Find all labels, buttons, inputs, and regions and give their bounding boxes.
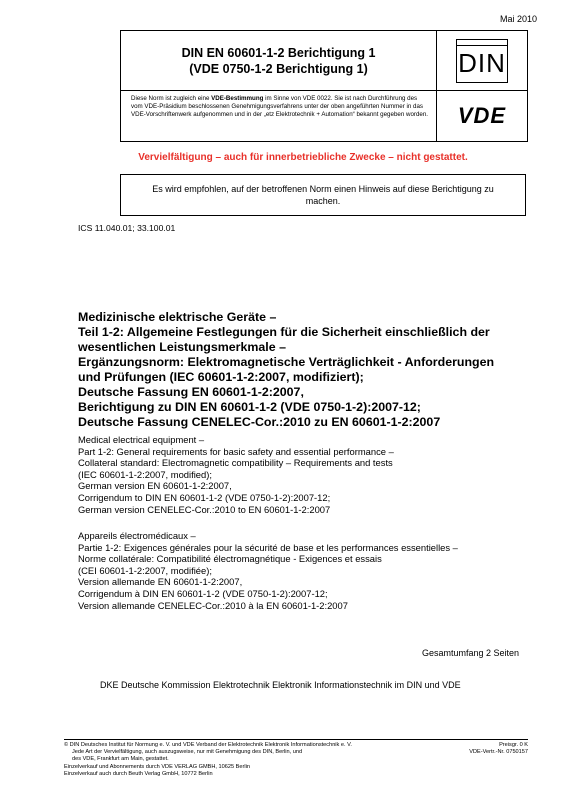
french-title-line: Version allemande CENELEC-Cor.:2010 à la EN 60601-1-2:2007 bbox=[78, 599, 348, 611]
german-title-line: Deutsche Fassung CENELEC-Cor.:2010 zu EN 60601-1-2:2007 bbox=[78, 415, 441, 429]
german-title-line: wesentlichen Leistungsmerkmale – bbox=[78, 340, 286, 354]
french-title-line: Partie 1-2: Exigences générales pour la sécurité de base et les performances essentielles – bbox=[78, 541, 458, 553]
vde-note-suffix: im Sinne von VDE 0022. Sie ist nach Durchführung des vom VDE-Präsidium beschlossenen Genehmigungsverfahrens unter der oben angeführten Nummer in das VDE-Vorschriftenwerk aufgenommen und in der „etz Elektrotechnik + Automation“ bekannt gegeben worden. bbox=[131, 95, 428, 118]
german-title-line: und Prüfungen (IEC 60601-1-2:2007, modifiziert); bbox=[78, 370, 364, 384]
total-pages: Gesamtumfang 2 Seiten bbox=[421, 648, 519, 658]
standard-title-line-2: (VDE 0750-1-2 Berichtigung 1) bbox=[189, 61, 368, 76]
french-title-line: Appareils électromédicaux – bbox=[78, 530, 196, 541]
vde-logo-cell bbox=[437, 91, 527, 141]
din-logo-text: DIN bbox=[458, 48, 506, 78]
german-title-line: Teil 1-2: Allgemeine Festlegungen für die Sicherheit einschließlich der bbox=[78, 325, 490, 339]
french-title bbox=[78, 530, 538, 611]
german-title-line: Deutsche Fassung EN 60601-1-2:2007, bbox=[78, 385, 304, 399]
german-title-line: Ergänzungsnorm: Elektromagnetische Verträglichkeit - Anforderungen bbox=[78, 355, 495, 369]
german-title-line: Medizinische elektrische Geräte – bbox=[78, 310, 277, 324]
recommendation-box bbox=[120, 174, 526, 216]
dke-line: DKE Deutsche Kommission Elektrotechnik Elektronik Informationstechnik im DIN und VDE bbox=[100, 680, 461, 690]
copyright-notice bbox=[64, 742, 454, 778]
recommendation-text: Es wird empfohlen, auf der betroffenen Norm einen Hinweis auf diese Berichtigung zu machen. bbox=[152, 184, 494, 206]
french-title-line: Version allemande EN 60601-1-2:2007, bbox=[78, 576, 243, 588]
english-title-line: German version CENELEC-Cor.:2010 to EN 60601-1-2:2007 bbox=[78, 503, 331, 515]
vde-note-bold: VDE-Bestimmung bbox=[211, 95, 264, 102]
english-title-line: Part 1-2: General requirements for basic safety and essential performance – bbox=[78, 445, 394, 457]
copyright-line: Jede Art der Vervielfältigung, auch auszugsweise, nur mit Genehmigung des DIN, Berlin, und bbox=[72, 749, 303, 756]
din-logo bbox=[456, 39, 508, 83]
english-title-line: German version EN 60601-1-2:2007, bbox=[78, 480, 232, 492]
copyright-line: Einzelverkauf auch durch Beuth Verlag GmbH, 10772 Berlin bbox=[64, 770, 213, 777]
ics-code: ICS 11.040.01; 33.100.01 bbox=[78, 223, 176, 233]
english-title-line: Collateral standard: Electromagnetic compatibility – Requirements and tests bbox=[78, 457, 393, 469]
german-title-line: Berichtigung zu DIN EN 60601-1-2 (VDE 0750-1-2):2007-12; bbox=[78, 400, 421, 414]
english-title bbox=[78, 434, 538, 515]
french-title-line: Corrigendum à DIN EN 60601-1-2 (VDE 0750-1-2):2007-12; bbox=[78, 587, 328, 599]
vde-order-number: VDE-Vertr.-Nr. 0750157 bbox=[469, 749, 528, 756]
footer-divider bbox=[64, 739, 528, 740]
price-info bbox=[469, 742, 528, 756]
french-title-line: (CEI 60601-1-2:2007, modifiée); bbox=[78, 564, 212, 576]
header-box bbox=[120, 30, 528, 142]
price-group: Preisgr. 0 K bbox=[499, 742, 528, 748]
french-title-line: Norme collatérale: Compatibilité électromagnétique - Exigences et essais bbox=[78, 553, 382, 565]
standard-title-line-1: DIN EN 60601-1-2 Berichtigung 1 bbox=[181, 45, 376, 60]
vde-logo: VDE bbox=[457, 103, 507, 128]
vde-note bbox=[121, 91, 437, 141]
german-title bbox=[78, 310, 538, 430]
english-title-line: Medical electrical equipment – bbox=[78, 434, 205, 445]
english-title-line: (IEC 60601-1-2:2007, modified); bbox=[78, 468, 212, 480]
vde-note-prefix: Diese Norm ist zugleich eine bbox=[131, 95, 212, 102]
copyright-line: des VDE, Frankfurt am Main, gestattet. bbox=[72, 756, 169, 763]
din-logo-cell bbox=[437, 31, 527, 91]
english-title-line: Corrigendum to DIN EN 60601-1-2 (VDE 0750-1-2):2007-12; bbox=[78, 491, 331, 503]
copyright-line: Einzelverkauf und Abonnements durch VDE VERLAG GMBH, 10625 Berlin bbox=[64, 763, 250, 770]
copy-warning: Vervielfältigung – auch für innerbetriebliche Zwecke – nicht gestattet. bbox=[138, 152, 468, 163]
publication-date: Mai 2010 bbox=[499, 14, 537, 24]
standard-title-cell bbox=[121, 31, 437, 91]
copyright-line: © DIN Deutsches Institut für Normung e. V. und VDE Verband der Elektrotechnik Elektronik Informationstechnik e. V. bbox=[64, 742, 352, 748]
